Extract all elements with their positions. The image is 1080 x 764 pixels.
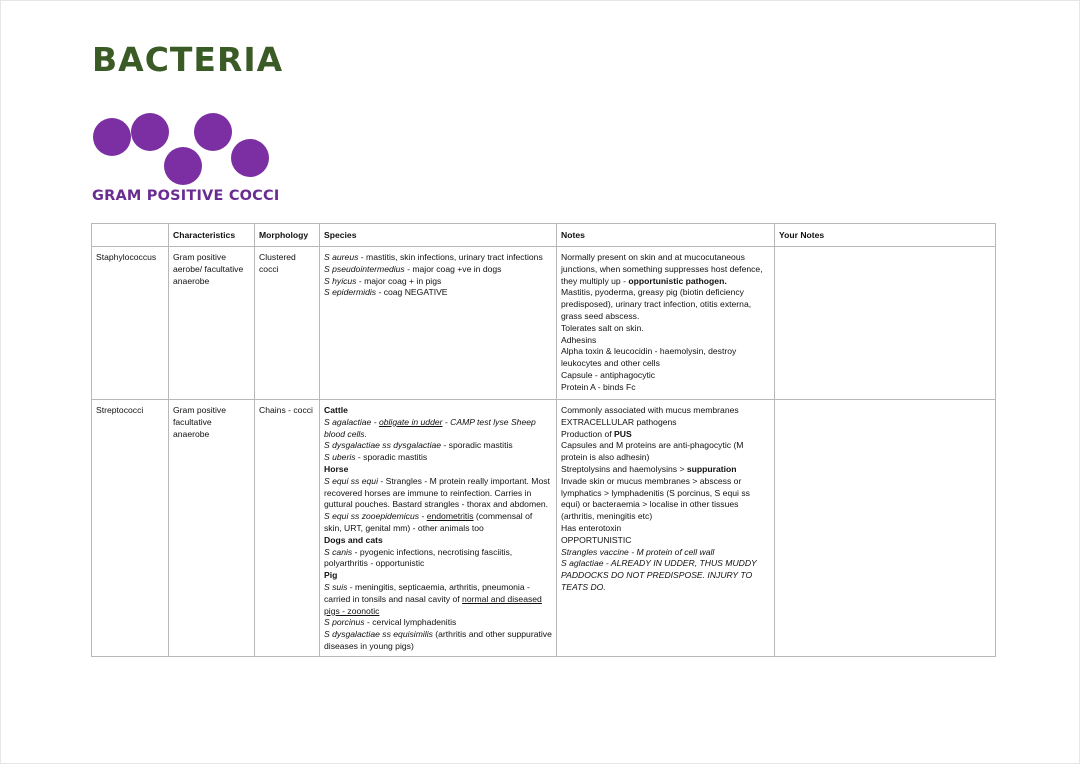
coccus-5 — [231, 139, 269, 177]
your-notes-cell[interactable] — [775, 247, 996, 400]
header-species: Species — [320, 224, 557, 247]
page-title: BACTERIA — [92, 40, 284, 79]
species-cell: S aureus - mastitis, skin infections, urinary tract infections S pseudointermedius - major coag +ve in dogs S hyicus - major coag + in pigs S epidermidis - coag NEGATIVE — [320, 247, 557, 400]
cocci-illustration — [90, 110, 280, 190]
table-row-staphylococcus — [92, 247, 996, 400]
table-row-streptococci — [92, 400, 996, 657]
bacteria-table — [91, 223, 996, 657]
row-name: Streptococci — [92, 400, 169, 657]
header-blank — [92, 224, 169, 247]
your-notes-cell[interactable] — [775, 400, 996, 657]
section-subtitle: GRAM POSITIVE COCCI — [92, 188, 280, 204]
characteristics-cell: Gram positive aerobe/ facultative anaerobe — [169, 247, 255, 400]
coccus-3 — [164, 147, 202, 185]
coccus-2 — [131, 113, 169, 151]
notes-cell: Commonly associated with mucus membranes EXTRACELLULAR pathogens Production of PUS Capsules and M proteins are anti-phagocytic (M protein is also adhesin) Streptolysins and haemolysins > suppuration Invade skin or mucus membranes > abscess or lymphatics > lymphadenitis (S porcinus, S equi ss equi) or bacteraemia > localise in other tissues (arthritis, meningitis etc) Has enterotoxin OPPORTUNISTIC Strangles vaccine - M protein of cell wall S aglactiae - ALREADY IN UDDER, THUS MUDDY PADDOCKS DO NOT PREDISPOSE. INJURY TO TEATS DO. — [557, 400, 775, 657]
notes-cell: Normally present on skin and at mucocutaneous junctions, when something suppresses host defence, they multiply up - opportunistic pathogen. Mastitis, pyoderma, greasy pig (biotin deficiency predisposed), urinary tract infection, otitis externa, grass seed abscess. Tolerates salt on skin. Adhesins Alpha toxin & leucocidin - haemolysin, destroy leukocytes and other cells Capsule - antiphagocytic Protein A - binds Fc — [557, 247, 775, 400]
header-row — [92, 224, 996, 247]
coccus-1 — [93, 118, 131, 156]
header-characteristics: Characteristics — [169, 224, 255, 247]
species-cell: Cattle S agalactiae - obligate in udder - CAMP test lyse Sheep blood cells. S dysgalactiae ss dysgalactiae - sporadic mastitis S uberis - sporadic mastitis Horse S equi ss equi - Strangles - M protein really important. Most recovered horses are immune to reinfection. Carries in guttural pouches. Bastard strangles - thorax and abdomen. S equi ss zooepidemicus - endometritis (commensal of skin, URT, genital mm) - other animals too Dogs and cats S canis - pyogenic infections, necrotising fasciitis, polyarthritis - opportunistic Pig S suis - meningitis, septicaemia, arthritis, pneumonia - carried in tonsils and nasal cavity of normal and diseased pigs - zoonotic S porcinus - cervical lymphadenitis S dysgalactiae ss equisimilis (arthritis and other suppurative diseases in young pigs) — [320, 400, 557, 657]
coccus-4 — [194, 113, 232, 151]
morphology-cell: Chains - cocci — [255, 400, 320, 657]
morphology-cell: Clustered cocci — [255, 247, 320, 400]
row-name: Staphylococcus — [92, 247, 169, 400]
header-morphology: Morphology — [255, 224, 320, 247]
header-your-notes: Your Notes — [775, 224, 996, 247]
characteristics-cell: Gram positive facultative anaerobe — [169, 400, 255, 657]
header-notes: Notes — [557, 224, 775, 247]
